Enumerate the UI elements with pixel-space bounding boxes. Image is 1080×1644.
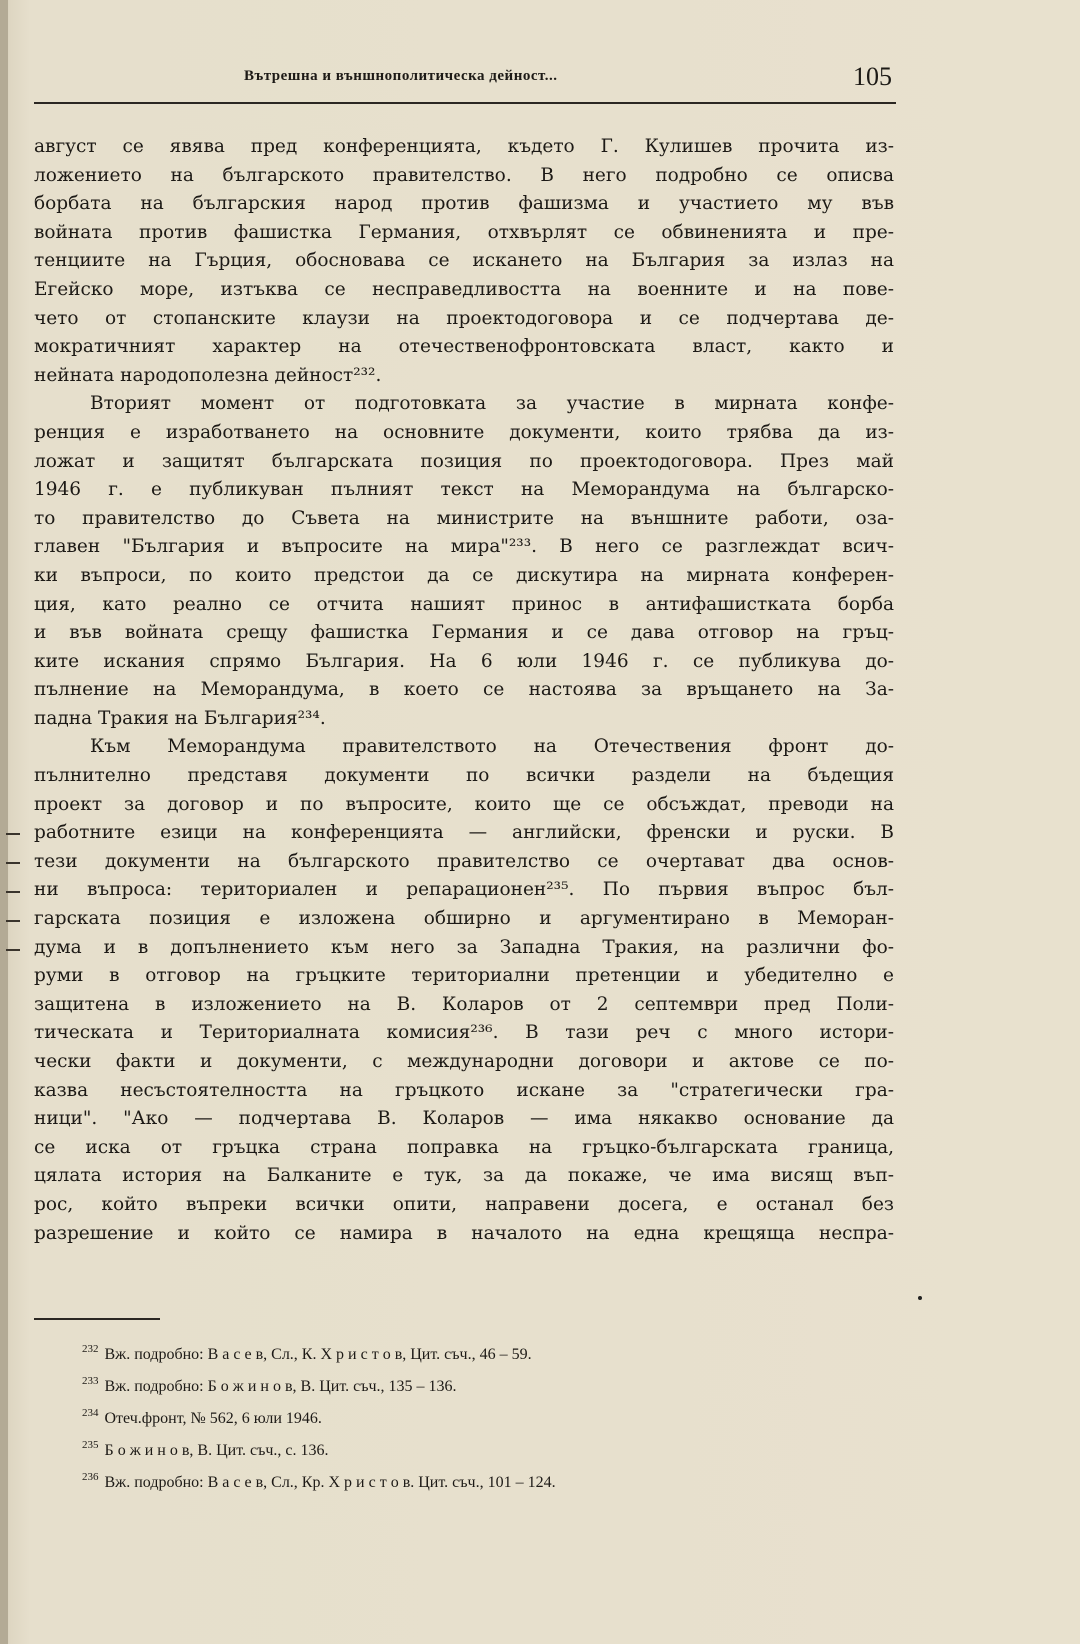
body-line: август се явява пред конференцията, където Г. Кулишев прочита из- <box>34 136 894 157</box>
body-line: ренция е изработването на основните документи, които трябва да из- <box>34 421 894 443</box>
margin-mark <box>6 833 20 835</box>
body-line: ложението на българското правителство. В него подробно се описва <box>34 164 894 186</box>
body-line: мократичният характер на отечественофронтовската власт, както и <box>34 336 894 358</box>
body-line: цялата история на Балканите е тук, за да покаже, че има висящ въп- <box>34 1165 894 1187</box>
body-line: пълнение на Меморандума, в което се настоява за връщането на За- <box>34 679 894 701</box>
body-line: руми в отговор на гръцките териториални претенции и убедително е <box>34 965 894 987</box>
body-line: Вторият момент от подготовката за участие в мирната конфе- <box>90 393 894 415</box>
page-number: 105 <box>853 62 892 91</box>
body-line: то правителство до Съвета на министрите на външните работи, оза- <box>34 507 894 529</box>
footnote-number: 232 <box>82 1343 99 1355</box>
margin-mark <box>6 949 20 951</box>
footnote-text: Отеч.фронт, № 562, 6 юли 1946. <box>104 1410 322 1427</box>
margin-mark <box>6 891 20 893</box>
body-line: войната против фашистка Германия, отхвърлят се обвиненията и пре- <box>34 221 894 243</box>
footnote <box>82 1400 862 1432</box>
margin-mark <box>6 920 20 922</box>
body-line: борбата на българския народ против фашизма и участието му във <box>34 193 894 215</box>
body-line: се иска от гръцка страна поправка на гръцко-българската граница, <box>34 1136 894 1158</box>
body-line: пълнително представя документи по всички раздели на бъдещия <box>34 765 894 787</box>
print-speck <box>918 1296 922 1300</box>
body-line: главен "България и въпросите на мира"²³³. В него се разглеждат всич- <box>34 536 894 558</box>
body-line: ция, като реално се отчита нашият принос в антифашистката борба <box>34 593 894 615</box>
body-line: проект за договор и по въпросите, които ще се обсъждат, преводи на <box>34 793 894 815</box>
body-line: нейната народополезна дейност²³². <box>34 364 382 386</box>
body-line: и във войната срещу фашистка Германия и се дава отговор на гръц- <box>34 622 894 644</box>
footnote <box>82 1464 862 1496</box>
running-title: Вътрешна и външнополитическа дейност... <box>244 68 558 84</box>
footnotes <box>82 1336 862 1496</box>
body-line: рос, който въпреки всички опити, направени досега, е останал без <box>34 1193 894 1215</box>
body-line: 1946 г. е публикуван пълният текст на Меморандума на българско- <box>34 479 894 501</box>
body-line: дума и в допълнението към него за Западна Тракия, на различни фо- <box>34 936 894 958</box>
body-line: тенциите на Гърция, обосновава се искането на България за излаз на <box>34 250 894 272</box>
footnote-text: Вж. подробно: В а с е в, Сл., Кр. Х р и с т о в. Цит. съч., 101 – 124. <box>104 1474 556 1491</box>
body-line: падна Тракия на България²³⁴. <box>34 707 326 729</box>
footnote <box>82 1336 862 1368</box>
footnote-number: 233 <box>82 1375 99 1387</box>
body-line: тическата и Териториалната комисия²³⁶. В тази реч с много истори- <box>34 1022 894 1044</box>
footnote <box>82 1432 862 1464</box>
body-line: Към Меморандума правителството на Отечествения фронт до- <box>90 736 894 758</box>
body-line: казва несъстоятелността на гръцкото искане за "стратегически гра- <box>34 1079 894 1101</box>
footnote-text: Вж. подробно: В а с е в, Сл., К. Х р и с т о в, Цит. съч., 46 – 59. <box>104 1346 532 1363</box>
body-line: гарската позиция е изложена обширно и аргументирано в Меморан- <box>34 908 894 930</box>
body-line: разрешение и който се намира в началото на една крещяща неспра- <box>34 1222 894 1244</box>
body-line: ни въпроса: териториален и репарационен²³⁵. По първия въпрос бъл- <box>34 879 894 901</box>
footnote-text: Б о ж и н о в, В. Цит. съч., с. 136. <box>104 1442 329 1459</box>
running-header <box>34 64 896 104</box>
body-line: работните езици на конференцията — английски, френски и руски. В <box>34 822 894 844</box>
body-line: ки въпроси, по които предстои да се дискутира на мирната конферен- <box>34 564 894 586</box>
binding-edge <box>0 0 8 1644</box>
footnote-number: 235 <box>82 1439 99 1451</box>
body-line: тези документи на българското правителство се очертават два основ- <box>34 850 894 872</box>
footnote-rule <box>34 1318 160 1320</box>
body-line: Егейско море, изтъква се несправедливостта на военните и на пове- <box>34 278 894 300</box>
body-line: ложат и защитят българската позиция по проектодоговора. През май <box>34 450 894 472</box>
footnote-text: Вж. подробно: Б о ж и н о в, В. Цит. съч., 135 – 136. <box>104 1378 457 1395</box>
body-line: чето от стопанските клаузи на проектодоговора и се подчертава де- <box>34 307 894 329</box>
body-line: ници". "Ако — подчертава В. Коларов — има някакво основание да <box>34 1108 894 1130</box>
footnote-number: 236 <box>82 1471 99 1483</box>
body-line: чески факти и документи, с международни договори и актове се по- <box>34 1051 894 1072</box>
footnote-number: 234 <box>82 1407 99 1419</box>
body-text <box>34 133 894 1248</box>
footnote <box>82 1368 862 1400</box>
body-line: защитена в изложението на В. Коларов от 2 септември пред Поли- <box>34 993 894 1015</box>
body-line: ките искания спрямо България. На 6 юли 1946 г. се публикува до- <box>34 650 894 672</box>
margin-mark <box>6 862 20 864</box>
